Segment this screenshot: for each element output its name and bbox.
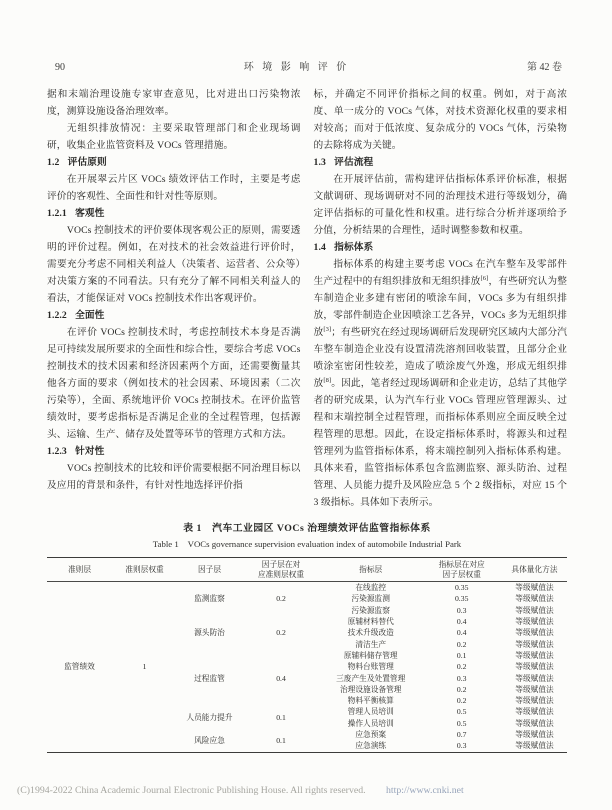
indicator-name: 污染源监察 bbox=[351, 605, 390, 615]
table-title-en: Table 1 VOCs governance supervision evaluation index of automobile Industrial Park bbox=[152, 539, 462, 549]
factor-weight: 0.4 bbox=[276, 673, 286, 683]
body-paragraph bbox=[314, 86, 568, 154]
factor-name: 风险应急 bbox=[194, 735, 225, 745]
citation-superscript: [8] bbox=[323, 376, 332, 384]
criterion-weight: 1 bbox=[142, 662, 147, 672]
body-paragraph bbox=[47, 222, 301, 307]
quantification-method: 等级赋值法 bbox=[515, 628, 554, 638]
indicator-weight: 0.3 bbox=[456, 673, 467, 683]
page-footer bbox=[17, 785, 595, 796]
indicator-weight: 0.35 bbox=[454, 594, 469, 604]
indicator-weight: 0.35 bbox=[454, 583, 469, 593]
quantification-method: 等级赋值法 bbox=[515, 730, 554, 740]
factor-weight: 0.2 bbox=[276, 628, 286, 638]
page-number: 90 bbox=[55, 62, 65, 73]
indicator-weight: 0.2 bbox=[456, 662, 467, 672]
quantification-method: 等级赋值法 bbox=[515, 673, 554, 683]
indicator-name: 操作人员培训 bbox=[347, 718, 394, 728]
section-heading bbox=[47, 154, 301, 171]
section-number: 1.2 bbox=[47, 157, 60, 168]
section-heading bbox=[47, 307, 301, 324]
quantification-method: 等级赋值法 bbox=[515, 684, 554, 694]
body-paragraph bbox=[47, 86, 301, 120]
factor-name: 监测监察 bbox=[194, 594, 225, 604]
indicator-weight: 0.4 bbox=[456, 617, 467, 627]
section-title: 全面性 bbox=[75, 310, 105, 321]
section-heading bbox=[47, 205, 301, 222]
factor-weight: 0.1 bbox=[276, 713, 286, 723]
indicator-weight: 0.7 bbox=[456, 730, 467, 740]
volume-number: 第 42 卷 bbox=[527, 62, 562, 73]
column-header: 因子层在对 应准则层权重 bbox=[242, 558, 320, 582]
table-header-row bbox=[47, 558, 567, 582]
indicator-name: 应急演练 bbox=[355, 741, 387, 751]
section-title: 评估流程 bbox=[334, 157, 374, 168]
table-block bbox=[47, 520, 567, 753]
text-run: 指标体系的构建主要考虑 VOCs 在汽车整车及零部件生产过程中的有组织排放和无组织排放 bbox=[313, 259, 567, 287]
text-run: 在开展翠云片区 VOCs 绩效评估工作时，主要是考虑评价的客观性、全面性和针对性等原则。 bbox=[47, 174, 301, 202]
indicator-name: 三废产生及处置管理 bbox=[336, 673, 406, 683]
quantification-method: 等级赋值法 bbox=[515, 662, 554, 672]
text-run: 标，并确定不同评价指标之间的权重。例如，对于高浓度、单一成分的 VOCs 气体，对技术资源化权重的要求相对较高；而对于低浓度、复杂成分的 VOCs 气体，污染物的去除将成为关键。 bbox=[313, 89, 567, 151]
table-title-zh: 表 1 汽车工业园区 VOCs 治理绩效评估监管指标体系 bbox=[183, 523, 431, 534]
column-header: 具体量化方法 bbox=[502, 558, 567, 582]
factor-name: 源头防治 bbox=[194, 628, 225, 638]
indicator-name: 物料台账管理 bbox=[347, 662, 394, 672]
table-header-row bbox=[47, 558, 567, 582]
indicator-name: 应急预案 bbox=[355, 730, 387, 740]
citation-superscript: [3] bbox=[323, 325, 332, 333]
indicator-name: 物料平衡核算 bbox=[347, 696, 394, 706]
section-title: 客观性 bbox=[75, 208, 105, 219]
quantification-method: 等级赋值法 bbox=[515, 696, 554, 706]
text-run: VOCs 控制技术的比较和评价需要根据不同治理目标以及应用的背景和条件，有针对性地选择评价指 bbox=[47, 463, 301, 491]
body-paragraph bbox=[314, 171, 568, 239]
indicator-weight: 0.1 bbox=[456, 650, 467, 660]
indicator-name: 技术升级改造 bbox=[347, 628, 394, 638]
text-run: 无组织排放情况：主要采取管理部门和企业现场调研，收集企业监管资料及 VOCs 管理措施。 bbox=[47, 123, 301, 151]
section-heading bbox=[314, 239, 568, 256]
indicator-name: 在线监控 bbox=[355, 583, 387, 593]
text-run: 据和末端治理设施专家审查意见，比对进出口污染物浓度，测算设施设备治理效率。 bbox=[47, 89, 301, 117]
factor-weight: 0.2 bbox=[276, 594, 286, 604]
section-number: 1.4 bbox=[313, 242, 326, 253]
indicator-weight: 0.2 bbox=[456, 696, 467, 706]
indicator-weight: 0.5 bbox=[456, 707, 467, 717]
table-body bbox=[47, 582, 567, 752]
indicator-weight: 0.4 bbox=[456, 628, 467, 638]
section-number: 1.2.3 bbox=[47, 446, 67, 457]
indicator-name: 管理人员培训 bbox=[347, 707, 394, 717]
body-paragraph bbox=[47, 460, 301, 494]
factor-name: 过程监管 bbox=[194, 673, 225, 683]
text-columns bbox=[47, 86, 567, 511]
quantification-method: 等级赋值法 bbox=[515, 718, 554, 728]
quantification-method: 等级赋值法 bbox=[515, 707, 554, 717]
section-number: 1.2.1 bbox=[47, 208, 67, 219]
citation-superscript: [6] bbox=[480, 274, 489, 282]
section-title: 指标体系 bbox=[334, 242, 374, 253]
section-heading bbox=[47, 443, 301, 460]
column-header: 因子层 bbox=[177, 558, 242, 582]
body-paragraph bbox=[314, 256, 568, 511]
indicator-weight: 0.2 bbox=[456, 684, 467, 694]
left-column bbox=[47, 86, 301, 511]
indicator-weight: 0.5 bbox=[456, 718, 467, 728]
body-paragraph bbox=[47, 324, 301, 443]
quantification-method: 等级赋值法 bbox=[515, 617, 554, 627]
table-row bbox=[47, 582, 567, 594]
text-run: VOCs 控制技术的评价要体现客观公正的原则，需要透明的评价过程。例如，在对技术的社会效益进行评价时，需要充分考虑不同相关利益人（决策者、运营者、公众等）对决策方案的不同看法。只有充分了解不同相关利益人的看法，才能保证对 VOCs 控制技术作出客观评价。 bbox=[47, 225, 301, 304]
right-column bbox=[314, 86, 568, 511]
indicator-table bbox=[47, 557, 567, 753]
factor-weight: 0.1 bbox=[276, 735, 286, 745]
column-header: 指标层在对应 因子层权重 bbox=[421, 558, 502, 582]
quantification-method: 等级赋值法 bbox=[515, 639, 554, 649]
quantification-method: 等级赋值法 bbox=[515, 594, 554, 604]
body-paragraph bbox=[47, 171, 301, 205]
indicator-weight: 0.3 bbox=[456, 605, 467, 615]
section-heading bbox=[314, 154, 568, 171]
section-number: 1.2.2 bbox=[47, 310, 67, 321]
indicator-name: 治理设施设备管理 bbox=[339, 684, 402, 694]
text-run: ；有些研究在经过现场调研后发现研究区域内大部分汽车整车制造企业没有设置清洗溶剂回收装置，且部分企业喷涂室密闭性较差，造成了喷涂废气外逸，形成无组织排放 bbox=[313, 327, 567, 389]
page-content bbox=[47, 86, 567, 753]
quantification-method: 等级赋值法 bbox=[515, 583, 554, 593]
indicator-weight: 0.3 bbox=[456, 741, 467, 751]
journal-title: 环 境 影 响 评 价 bbox=[243, 62, 349, 73]
section-title: 针对性 bbox=[75, 446, 105, 457]
indicator-name: 清洁生产 bbox=[355, 639, 387, 649]
factor-name: 人员能力提升 bbox=[186, 713, 233, 723]
cnki-url: http://www.cnki.net bbox=[386, 785, 464, 796]
indicator-name: 原辅料储存管理 bbox=[343, 650, 398, 660]
quantification-method: 等级赋值法 bbox=[515, 605, 554, 615]
criterion-name: 监管绩效 bbox=[64, 662, 95, 672]
page-header bbox=[55, 58, 562, 73]
indicator-name: 污染源监测 bbox=[351, 594, 390, 604]
indicator-weight: 0.2 bbox=[456, 639, 467, 649]
column-header: 准则层 bbox=[47, 558, 112, 582]
section-title: 评估原则 bbox=[67, 157, 107, 168]
body-paragraph bbox=[47, 120, 301, 154]
section-number: 1.3 bbox=[313, 157, 326, 168]
column-header: 准则层权重 bbox=[112, 558, 177, 582]
quantification-method: 等级赋值法 bbox=[515, 741, 554, 751]
quantification-method: 等级赋值法 bbox=[515, 650, 554, 660]
copyright-text: (C)1994-2022 China Academic Journal Electronic Publishing House. All rights reserved. bbox=[17, 785, 366, 796]
text-run: 在开展评估前，需构建评估指标体系评价标准，根据文献调研、现场调研对不同的治理技术进行等级划分，确定评估指标的可量化性和权重。进行综合分析并逐项给予分值，分析结果的合理性，适时调整参数和权重。 bbox=[313, 174, 567, 236]
indicator-name: 原辅材料替代 bbox=[347, 617, 394, 627]
column-header: 指标层 bbox=[320, 558, 421, 582]
text-run: 。因此，笔者经过现场调研和企业走访，总结了其他学者的研究成果，认为汽车行业 VOCs 管理应管理源头、过程和末端控制全过程管理，而指标体系则应全面反映全过程管理的思想。因此，在设定指标体系时，将源头和过程管理列为监管指标体系，将末端控制列入指标体系构建。具体来看，监管指标体系包含监测监察、源头防治、过程管理、人员能力提升及风险应急 5 个 2 级指标，对应 15 个 3 级指标。具体如下表所示。 bbox=[313, 378, 567, 508]
text-run: ，有些研究认为整车制造企业多建有密闭的喷涂车间，VOCs 多为有组织排放，零部件制造企业因喷涂工艺各异，VOCs 多为无组织排放 bbox=[313, 276, 567, 338]
text-run: 在评价 VOCs 控制技术时，考虑控制技术本身是否满足可持续发展所要求的全面性和综合性，要综合考虑 VOCs 控制技术的技术因素和经济因素两个方面，还需要衡量其他各方面的要求（例如技术的社会因素、环境因素（二次污染等），全面、系统地评价 VOCs 控制技术。在评价监管绩效时，要考虑指标是否满足企业的全过程管理，包括源头、运输、生产、储存及处置等环节的管理方式和方法。 bbox=[47, 327, 301, 440]
